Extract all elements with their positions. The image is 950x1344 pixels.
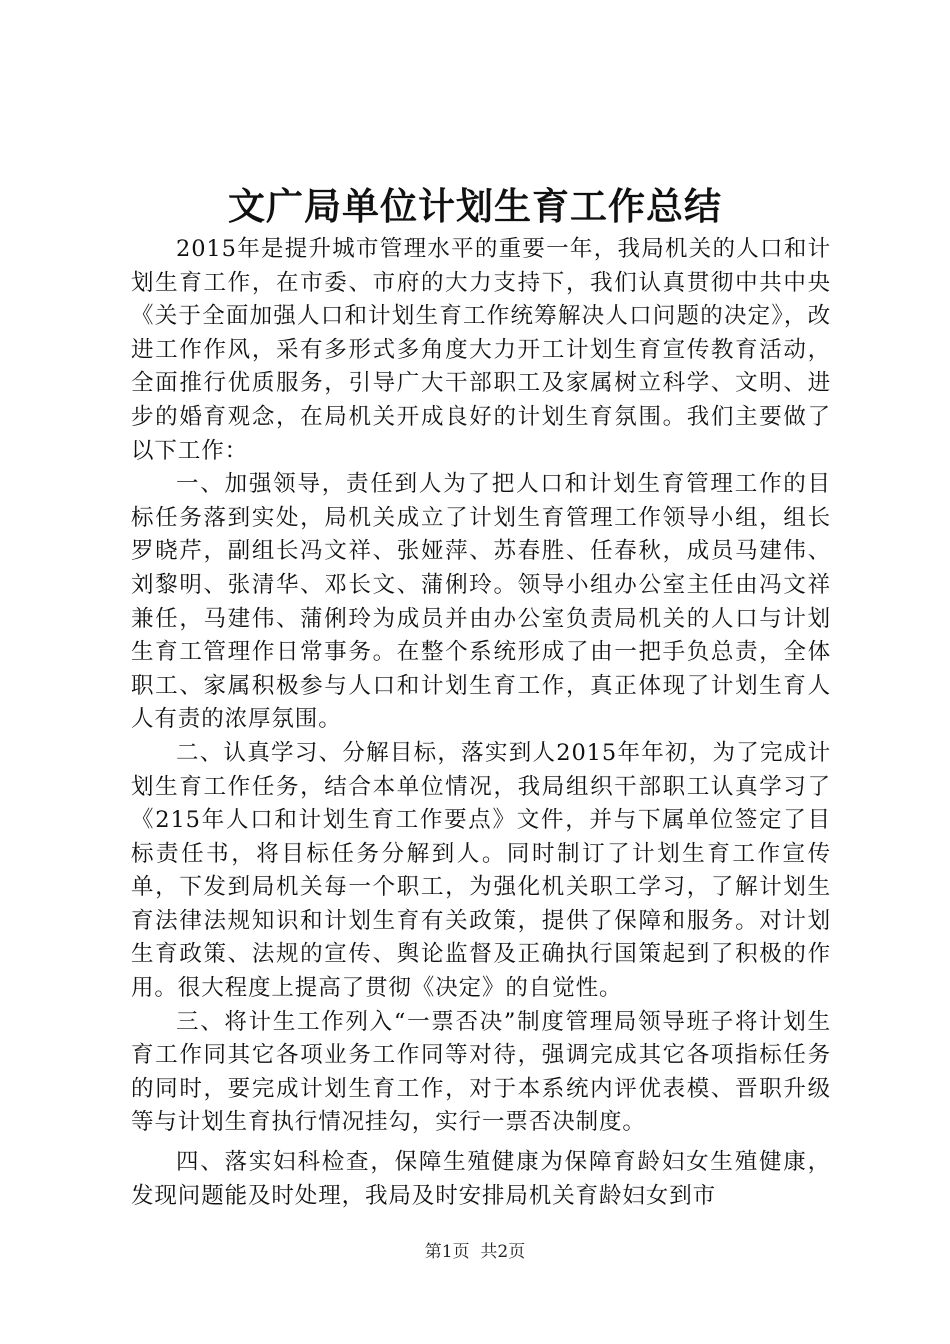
document-title: 文广局单位计划生育工作总结 xyxy=(228,184,722,228)
paragraph-intro: 2015年是提升城市管理水平的重要一年，我局机关的人口和计划生育工作，在市委、市府的大力支持下，我们认真贯彻中共中央《关于全面加强人口和计划生育工作统筹解决人口问题的决定》，改进工作作风，采有多形式多角度大力开工计划生育宣传教育活动，全面推行优质服务，引导广大干部职工及家属树立科学、文明、进步的婚育观念，在局机关开成良好的计划生育氛围。我们主要做了以下工作： xyxy=(131,236,831,464)
paragraph-section-2: 二、认真学习、分解目标，落实到人2015年年初，为了完成计划生育工作任务，结合本单位情况，我局组织干部职工认真学习了《215年人口和计划生育工作要点》文件，并与下属单位签定了目标责任书，将目标任务分解到人。同时制订了计划生育工作宣传单，下发到局机关每一个职工，为强化机关职工学习，了解计划生育法律法规知识和计划生育有关政策，提供了保障和服务。对计划生育政策、法规的宣传、舆论监督及正确执行国策起到了积极的作用。很大程度上提高了贯彻《决定》的自觉性。 xyxy=(131,739,831,1002)
paragraph-section-3: 三、将计生工作列入“一票否决”制度管理局领导班子将计划生育工作同其它各项业务工作同等对待，强调完成其它各项指标任务的同时，要完成计划生育工作，对于本系统内评优表模、晋职升级等与计划生育执行情况挂勾，实行一票否决制度。 xyxy=(131,1008,831,1136)
paragraph-section-1: 一、加强领导，责任到人为了把人口和计划生育管理工作的目标任务落到实处，局机关成立了计划生育管理工作领导小组，组长罗晓芹，副组长冯文祥、张娅萍、苏春胜、任春秋，成员马建伟、刘黎明、张清华、邓长文、蒲俐玲。领导小组办公室主任由冯文祥兼任，马建伟、蒲俐玲为成员并由办公室负责局机关的人口与计划生育工管理作日常事务。在整个系统形成了由一把手负总责，全体职工、家属积极参与人口和计划生育工作，真正体现了计划生育人人有责的浓厚氛围。 xyxy=(131,471,831,733)
paragraph-section-4: 四、落实妇科检查，保障生殖健康为保障育龄妇女生殖健康，发现问题能及时处理，我局及时安排局机关育龄妇女到市 xyxy=(131,1149,831,1209)
page-number-footer: 第1页 共2页 xyxy=(424,1242,526,1262)
document-body xyxy=(131,233,831,1213)
